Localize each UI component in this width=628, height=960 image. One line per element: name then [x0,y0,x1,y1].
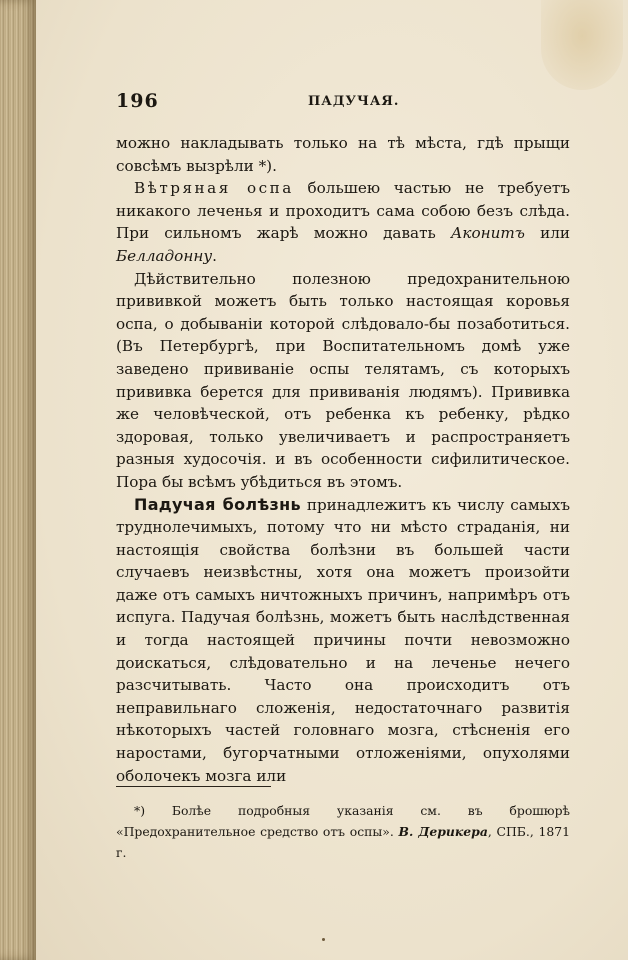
paragraph-1 [116,132,570,177]
footnote-text-b: , СПБ., 1871 г. [116,824,570,860]
paragraph-3 [116,268,570,494]
paragraph-2-text-b: или [524,224,570,243]
paragraph-2-text-c: . [212,246,217,265]
footnote-author: В. Дерикера [398,824,488,839]
running-head: ПАДУЧАЯ. [308,94,400,109]
body-text [116,132,570,787]
footnote-rule [116,786,271,787]
footnote-paragraph [116,800,570,863]
paper-stain [541,0,623,90]
paragraph-2-lead: Вѣтряная оспа [134,179,294,198]
paragraph-4-text: принадлежитъ къ числу самыхъ труднолечимыхъ, потому что ни мѣсто страданія, ни настоящія свойства болѣзни въ большей части случаевъ неизвѣстны, хотя она можетъ произойти даже отъ самыхъ ничтожныхъ причинъ, напримѣръ отъ испуга. Падучая болѣзнь, можетъ быть наслѣдственная и тогда настоящей причины почти невозможно доискаться, слѣдовательно и на леченье нечего разсчитывать. Часто она происходитъ отъ неправильнаго сложенія, недостаточнаго развитія нѣкоторыхъ частей головнаго мозга, стѣсненія его наростами, бугорчатными отложеніями, опухолями оболочекъ мозга или [116,495,570,785]
paragraph-4-lead: Падучая болѣзнь [134,494,301,514]
page-header [116,90,570,120]
aconite-term: Аконитъ [450,224,525,243]
page-number: 196 [116,90,159,112]
page-dot [322,938,325,941]
book-page-edge [0,0,36,960]
paragraph-2-text-a: большею частью не требуетъ никакого леченья и проходитъ сама собою безъ слѣда. При сильномъ жарѣ можно давать [116,179,570,243]
footnote [116,800,570,863]
footnote-text-a: *) Болѣе подробныя указанія см. въ брошюрѣ «Предохранительное средство отъ оспы». [116,803,570,839]
paragraph-3-text: Дѣйствительно полезною предохранительною прививкой можетъ быть только настоящая коровья оспа, о добываніи которой слѣдовало-бы позаботиться. (Въ Петербургѣ, при Воспитательномъ домѣ уже заведено прививаніе оспы телятамъ, съ которыхъ прививка берется для прививанія людямъ). Прививка же человѣческой, отъ ребенка къ ребенку, рѣдко здоровая, только увеличиваетъ и распространяетъ разныя худосочія. и въ особенности сифилитическое. Пора бы всѣмъ убѣдиться въ этомъ. [116,269,570,491]
paragraph-4 [116,494,570,788]
paragraph-2 [116,177,570,267]
paragraph-1-text: можно накладывать только на тѣ мѣста, гдѣ прыщи совсѣмъ вызрѣли *). [116,134,570,175]
belladonna-term: Белладонну [116,246,213,265]
